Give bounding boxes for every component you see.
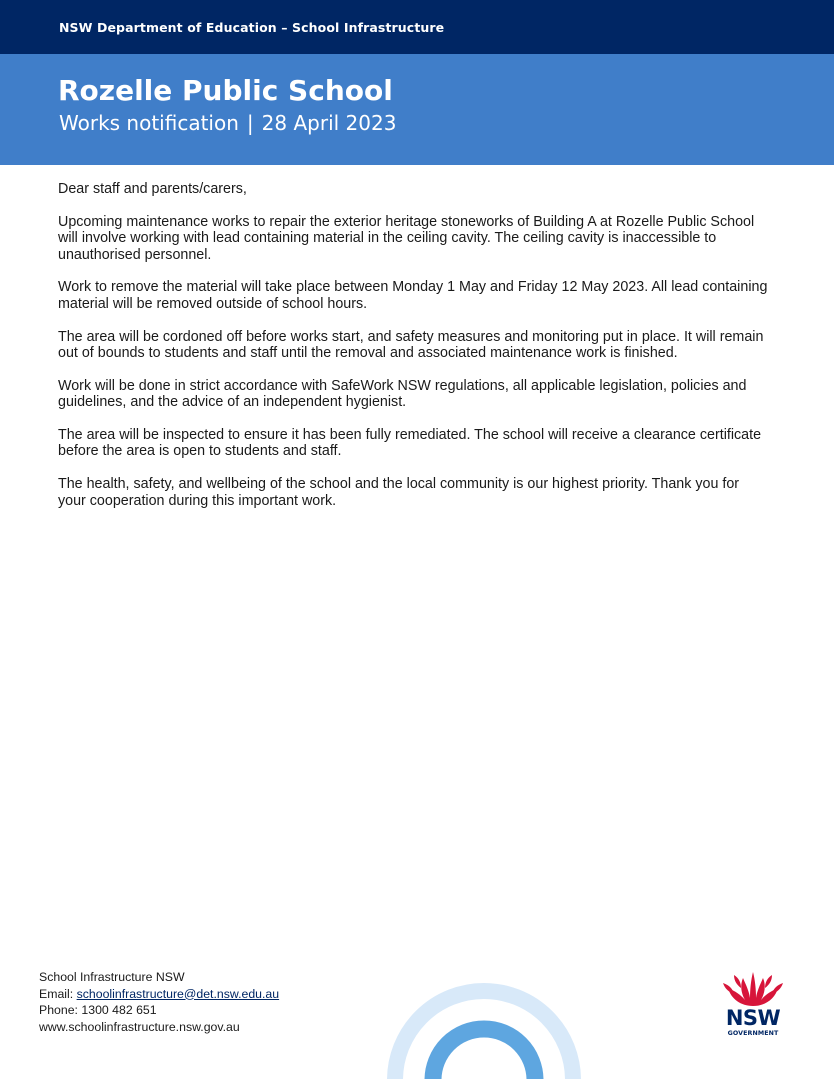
footer-phone: Phone: 1300 482 651 bbox=[39, 1003, 157, 1017]
paragraph: The area will be cordoned off before works start, and safety measures and monitoring put in place. It will remain out of bounds to students and staff until the removal and associated maintenance work is finished. bbox=[58, 328, 764, 362]
footer-website: www.schoolinfrastructure.nsw.gov.au bbox=[39, 1019, 240, 1034]
footer-org-name: School Infrastructure NSW bbox=[39, 970, 185, 984]
paragraph: Upcoming maintenance works to repair the exterior heritage stoneworks of Building A at Rozelle Public School will involve working with lead containing material in the ceiling cavity. The ceiling cavity is inaccessible to unauthorised personnel. bbox=[58, 213, 755, 263]
email-link[interactable]: schoolinfrastructure@det.nsw.edu.au bbox=[76, 986, 280, 1001]
circle-rings-graphic bbox=[386, 982, 582, 1079]
subtitle-separator: | bbox=[246, 111, 254, 135]
rings-decoration-icon bbox=[386, 982, 582, 1079]
page-title: Rozelle Public School bbox=[58, 74, 393, 107]
notification-date: 28 April 2023 bbox=[261, 111, 397, 135]
footer-contact bbox=[39, 969, 279, 1035]
paragraph: Work to remove the material will take place between Monday 1 May and Friday 12 May 2023. All lead containing material will be removed outside of school hours. bbox=[58, 279, 768, 312]
paragraph: Work will be done in strict accordance with SafeWork NSW regulations, all applicable legislation, policies and guidelines, and the advice of an independent hygienist. bbox=[58, 377, 747, 411]
letter-body bbox=[58, 181, 770, 525]
department-name: NSW Department of Education – School Infrastructure bbox=[59, 20, 445, 35]
nsw-logo-subtext: GOVERNMENT bbox=[727, 1030, 779, 1037]
subtitle-label: Works notification bbox=[59, 111, 239, 135]
nsw-logo-text: NSW bbox=[725, 1006, 781, 1030]
nsw-government-logo bbox=[719, 969, 787, 1041]
top-bar bbox=[0, 0, 834, 54]
footer-email-label: Email: bbox=[39, 986, 77, 1001]
waratah-icon bbox=[719, 969, 787, 1009]
page-subtitle bbox=[59, 111, 396, 135]
title-band bbox=[0, 54, 834, 165]
paragraph: The area will be inspected to ensure it has been fully remediated. The school will receive a clearance certificate before the area is open to students and staff. bbox=[58, 427, 762, 460]
salutation: Dear staff and parents/carers, bbox=[58, 181, 247, 197]
footer-email-line bbox=[39, 986, 279, 1003]
paragraph: The health, safety, and wellbeing of the school and the local community is our highest priority. Thank you for your cooperation during this important work. bbox=[58, 476, 740, 509]
